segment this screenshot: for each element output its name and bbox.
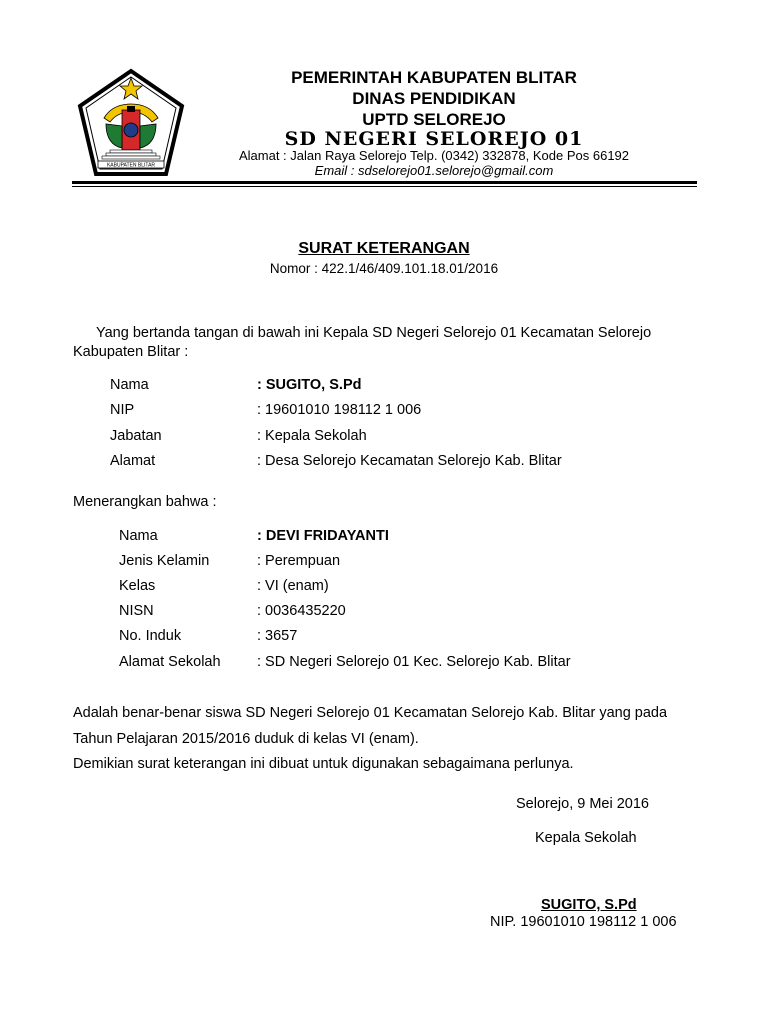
signatory-nip-label: NIP bbox=[110, 402, 135, 418]
signature-place-date: Selorejo, 9 Mei 2016 bbox=[516, 796, 649, 812]
student-gender-label: Jenis Kelamin bbox=[119, 553, 210, 569]
signatory-address-value: : Desa Selorejo Kecamatan Selorejo Kab. Blitar bbox=[257, 453, 562, 469]
opening-line-1: Yang bertanda tangan di bawah ini Kepala SD Negeri Selorejo 01 Kecamatan Selorejo bbox=[96, 325, 652, 341]
student-name-label: Nama bbox=[119, 528, 158, 544]
letterhead-government: PEMERINTAH KABUPATEN BLITAR bbox=[291, 68, 577, 87]
signature-name: SUGITO, S.Pd bbox=[541, 897, 637, 913]
signatory-name-value: : SUGITO, S.Pd bbox=[257, 377, 362, 393]
signatory-address-label: Alamat bbox=[110, 453, 156, 469]
student-nisn-value: : 0036435220 bbox=[257, 603, 346, 619]
body-line-2: Tahun Pelajaran 2015/2016 duduk di kelas VI (enam). bbox=[73, 731, 419, 747]
letterhead-school: SD NEGERI SELOREJO 01 bbox=[284, 128, 584, 150]
letterhead-address: Alamat : Jalan Raya Selorejo Telp. (0342) 332878, Kode Pos 66192 bbox=[238, 148, 630, 163]
student-gender-value: : Perempuan bbox=[257, 553, 341, 569]
student-school-address-value: : SD Negeri Selorejo 01 Kec. Selorejo Kab. Blitar bbox=[257, 654, 571, 670]
body-line-1: Adalah benar-benar siswa SD Negeri Selorejo 01 Kecamatan Selorejo Kab. Blitar yang pada bbox=[73, 705, 668, 721]
student-nisn-label: NISN bbox=[119, 603, 154, 619]
signatory-position-value: : Kepala Sekolah bbox=[257, 428, 367, 444]
student-class-value: : VI (enam) bbox=[257, 578, 329, 594]
opening-line-2: Kabupaten Blitar : bbox=[73, 344, 189, 360]
document-title: SURAT KETERANGAN bbox=[298, 240, 470, 257]
letterhead-email: Email : sdselorejo01.selorejo@gmail.com bbox=[314, 163, 554, 178]
signatory-nip-value: : 19601010 198112 1 006 bbox=[257, 402, 422, 418]
student-induk-label: No. Induk bbox=[119, 628, 182, 644]
letterhead-divider-thin bbox=[72, 186, 697, 187]
letterhead-divider-thick bbox=[72, 181, 697, 184]
student-name-value: : DEVI FRIDAYANTI bbox=[257, 528, 389, 544]
signature-nip: NIP. 19601010 198112 1 006 bbox=[490, 914, 677, 930]
student-induk-value: : 3657 bbox=[257, 628, 298, 644]
student-class-label: Kelas bbox=[119, 578, 156, 594]
kabupaten-blitar-logo-icon bbox=[76, 66, 186, 180]
student-school-address-label: Alamat Sekolah bbox=[119, 654, 221, 670]
letterhead-office: DINAS PENDIDIKAN bbox=[352, 89, 516, 108]
signature-position: Kepala Sekolah bbox=[535, 830, 637, 846]
signatory-name-label: Nama bbox=[110, 377, 149, 393]
letterhead-unit: UPTD SELOREJO bbox=[362, 110, 506, 129]
logo-ribbon-text: KABUPATEN BLITAR bbox=[106, 162, 156, 169]
body-line-3: Demikian surat keterangan ini dibuat untuk digunakan sebagaimana perlunya. bbox=[73, 756, 574, 772]
declares-text: Menerangkan bahwa : bbox=[73, 494, 217, 510]
document-number: Nomor : 422.1/46/409.101.18.01/2016 bbox=[269, 261, 499, 276]
signatory-position-label: Jabatan bbox=[110, 428, 162, 444]
